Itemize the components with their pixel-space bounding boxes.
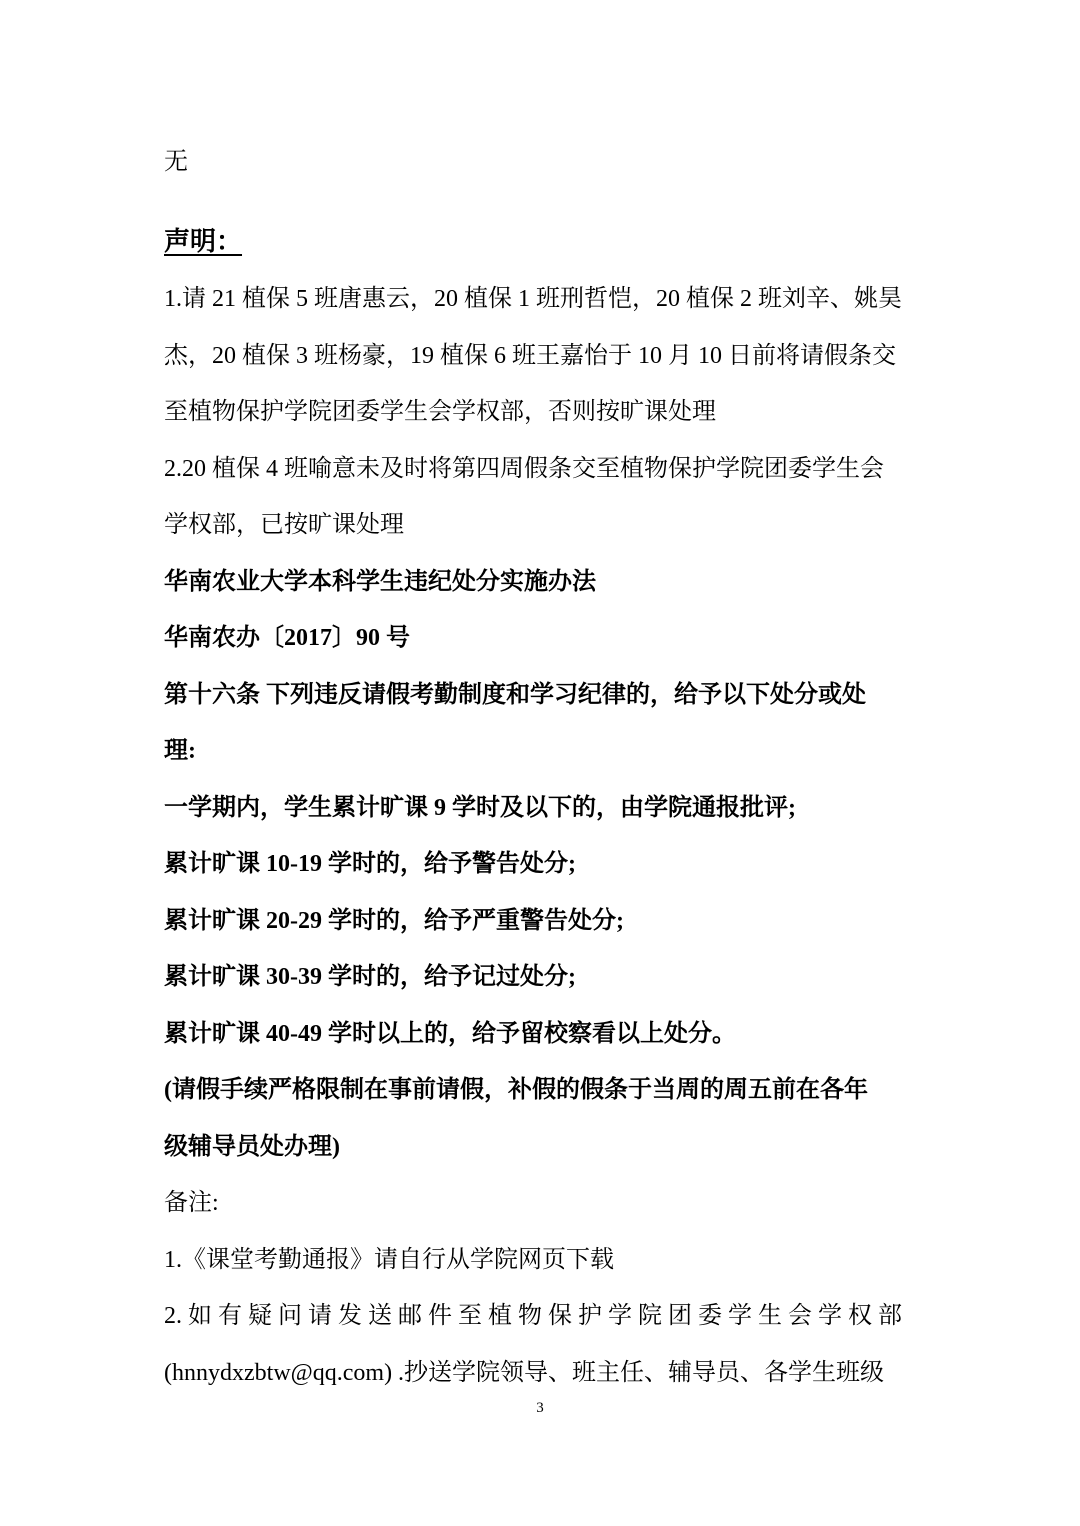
remark-2-line1: 2. 如 有 疑 问 请 发 送 邮 件 至 植 物 保 护 学 院 团 委 学 生 会 学 权 部 [164,1303,902,1329]
item1-line1: 1.请 21 植保 5 班唐惠云，20 植保 1 班刑哲恺，20 植保 2 班刘辛、姚昊 [164,286,902,312]
article-line1: 第十六条 下列违反请假考勤制度和学习纪律的，给予以下处分或处 [164,682,866,708]
rule-2: 累计旷课 10-19 学时的，给予警告处分; [164,851,576,877]
remark-1: 1.《课堂考勤通报》请自行从学院网页下载 [164,1247,614,1273]
item2-line1: 2.20 植保 4 班喻意未及时将第四周假条交至植物保护学院团委学生会 [164,456,884,482]
top-text: 无 [164,149,188,175]
rule-1: 一学期内，学生累计旷课 9 学时及以下的，由学院通报批评; [164,795,796,821]
note-line1: (请假手续严格限制在事前请假，补假的假条于当周的周五前在各年 [164,1077,868,1103]
declaration-heading: 声明： [164,227,243,256]
regulation-title: 华南农业大学本科学生违纪处分实施办法 [164,569,596,595]
item1-line3: 至植物保护学院团委学生会学权部，否则按旷课处理 [164,399,716,425]
rule-4: 累计旷课 30-39 学时的，给予记过处分; [164,964,576,990]
regulation-doc-number: 华南农办〔2017〕90 号 [164,625,410,651]
remark-2-line2: (hnnydxzbtw@qq.com) .抄送学院领导、班主任、辅导员、各学生班级 [164,1360,885,1386]
article-line2: 理: [164,738,196,764]
item1-line2: 杰，20 植保 3 班杨豪，19 植保 6 班王嘉怡于 10 月 10 日前将请假条交 [164,343,896,369]
note-line2: 级辅导员处办理) [164,1134,340,1160]
rule-3: 累计旷课 20-29 学时的，给予严重警告处分; [164,908,624,934]
remarks-label: 备注: [164,1190,219,1216]
page-number: 3 [536,1400,544,1416]
rule-5: 累计旷课 40-49 学时以上的，给予留校察看以上处分。 [164,1021,736,1047]
item2-line2: 学权部，已按旷课处理 [164,512,404,538]
